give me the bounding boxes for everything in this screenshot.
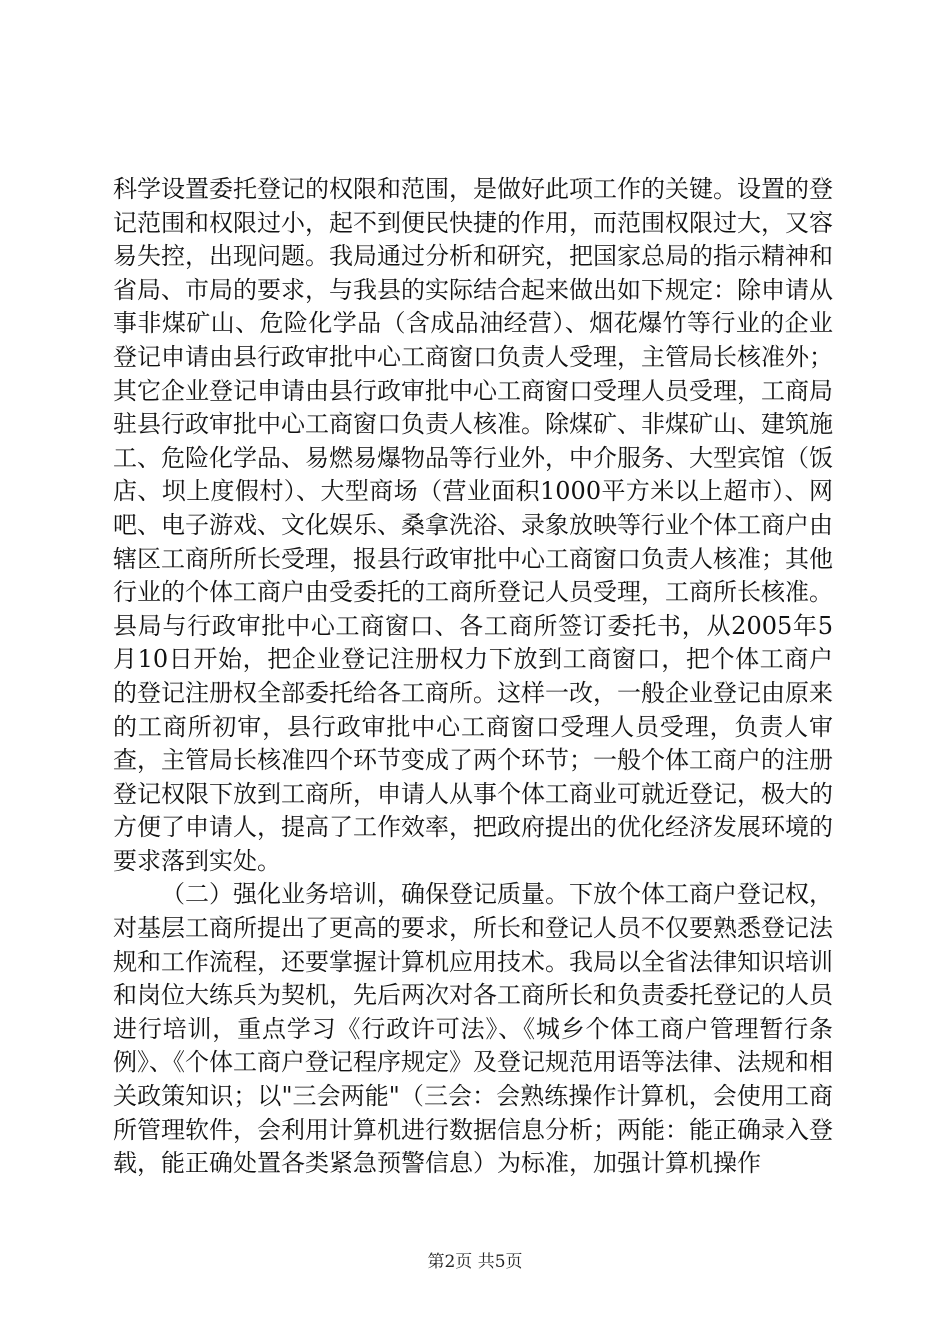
- paragraph-section-2: （二）强化业务培训，确保登记质量。下放个体工商户登记权，对基层工商所提出了更高的要求，所长和登记人员不仅要熟悉登记法规和工作流程，还要掌握计算机应用技术。我局以全省法律知识培训和岗位大练兵为契机，先后两次对各工商所长和负责委托登记的人员进行培训，重点学习《行政许可法》、《城乡个体工商户管理暂行条例》、《个体工商户登记程序规定》及登记规范用语等法律、法规和相关政策知识；以"三会两能"（三会：会熟练操作计算机，会使用工商所管理软件，会利用计算机进行数据信息分析；两能：能正确录入登载，能正确处置各类紧急预警信息）为标准，加强计算机操作: [113, 880, 833, 1178]
- page-number-footer: 第2页 共5页: [427, 1252, 523, 1272]
- paragraph-continuation: 科学设置委托登记的权限和范围，是做好此项工作的关键。设置的登记范围和权限过小，起不到便民快捷的作用，而范围权限过大，又容易失控，出现问题。我局通过分析和研究，把国家总局的指示精神和省局、市局的要求，与我县的实际结合起来做出如下规定：除申请从事非煤矿山、危险化学品（含成品油经营）、烟花爆竹等行业的企业登记申请由县行政审批中心工商窗口负责人受理，主管局长核准外；其它企业登记申请由县行政审批中心工商窗口受理人员受理，工商局驻县行政审批中心工商窗口负责人核准。除煤矿、非煤矿山、建筑施工、危险化学品、易燃易爆物品等行业外，中介服务、大型宾馆（饭店、坝上度假村）、大型商场（营业面积1000平方米以上超市）、网吧、电子游戏、文化娱乐、桑拿洗浴、录象放映等行业个体工商户由辖区工商所所长受理，报县行政审批中心工商窗口负责人核准；其他行业的个体工商户由受委托的工商所登记人员受理，工商所长核准。县局与行政审批中心工商窗口、各工商所签订委托书，从2005年5月10日开始，把企业登记注册权力下放到工商窗口，把个体工商户的登记注册权全部委托给各工商所。这样一改，一般企业登记由原来的工商所初审，县行政审批中心工商窗口受理人员受理，负责人审查，主管局长核准四个环节变成了两个环节；一般个体工商户的注册登记权限下放到工商所，申请人从事个体工商业可就近登记，极大的方便了申请人，提高了工作效率，把政府提出的优化经济发展环境的要求落到实处。: [113, 175, 833, 875]
- document-body: [113, 173, 833, 1181]
